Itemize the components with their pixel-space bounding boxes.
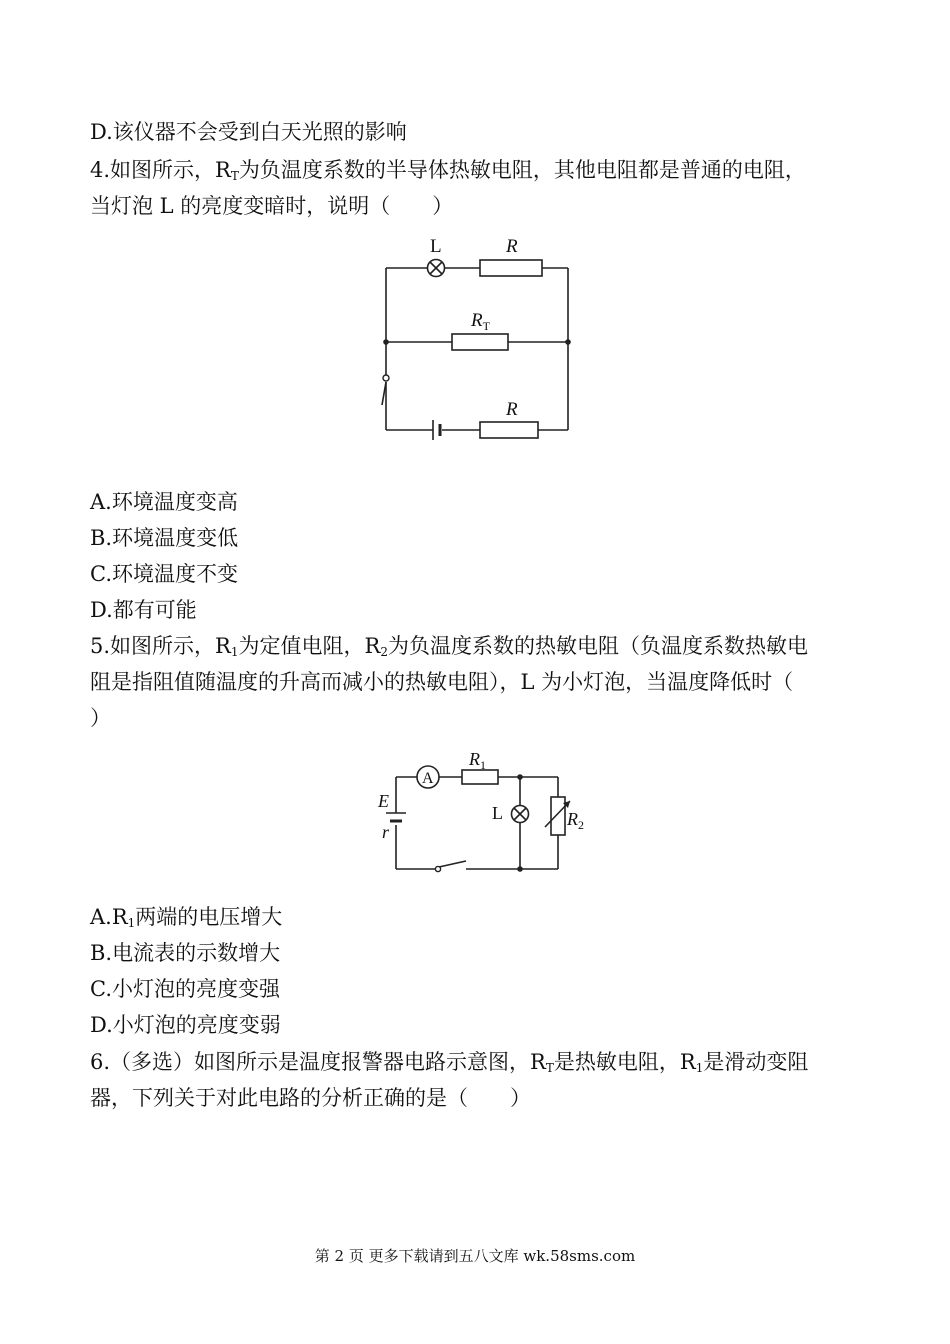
ammeter-symbol: [417, 766, 439, 788]
thermistor-rt: [452, 334, 508, 350]
lamp-symbol: [428, 260, 445, 277]
switch-terminal: [435, 866, 440, 871]
q4-stem-line1: 4.如图所示，$R_T$为负温度系数的半导体热敏电阻，其他电阻都是普通的电阻，: [90, 158, 806, 183]
q4-stem-line2: 当灯泡 L 的亮度变暗时，说明（ ）: [90, 194, 454, 218]
battery-symbol: [386, 813, 406, 821]
q5-circuit-diagram: [370, 745, 600, 885]
q5-option-b: B.电流表的示数增大: [90, 941, 281, 965]
rt-label: $R_T$: [471, 310, 490, 333]
emf-label: E: [378, 791, 389, 811]
resistor-r1: [462, 770, 498, 784]
switch-terminal: [383, 375, 389, 381]
q5-stem-line3: ）: [90, 706, 111, 730]
battery-symbol: [433, 420, 440, 440]
internal-resistance-label: r: [382, 822, 390, 842]
q5-option-d: D.小灯泡的亮度变弱: [90, 1013, 281, 1037]
ammeter-label: A: [422, 770, 434, 787]
page-footer: 第 2 页 更多下载请到五八文库 wk.58sms.com: [314, 1247, 636, 1265]
q4-option-c: C.环境温度不变: [90, 562, 238, 586]
r2-label: $R_2$: [567, 809, 584, 832]
q4-option-b: B.环境温度变低: [90, 526, 239, 550]
q6-stem-line1: 6.（多选）如图所示是温度报警器电路示意图，$R_T$是热敏电阻，$R_1$是滑动变阻: [90, 1050, 809, 1075]
junction-dot-right: [565, 339, 571, 345]
q4-circuit-diagram: [370, 230, 590, 450]
r-bottom-label: R: [506, 399, 518, 420]
q5-option-a: $A.R_1$两端的电压增大: [90, 905, 283, 930]
resistor-r-top: [480, 260, 542, 276]
q4-option-d: D.都有可能: [90, 598, 197, 622]
lamp-label: L: [492, 803, 503, 823]
q3-option-d: D.该仪器不会受到白天光照的影响: [90, 120, 407, 144]
q4-option-a: A.环境温度变高: [90, 490, 238, 514]
lamp-label: L: [430, 236, 442, 257]
q5-option-c: C.小灯泡的亮度变强: [90, 977, 280, 1001]
junction-dot-bottom: [517, 866, 523, 872]
resistor-r-bottom: [480, 422, 538, 438]
q6-stem-line2: 器，下列关于对此电路的分析正确的是（ ）: [90, 1086, 531, 1110]
r1-label: $R_1$: [469, 749, 486, 772]
lamp-symbol: [512, 806, 529, 823]
q5-stem-line1: 5.如图所示，$R_1$为定值电阻，$R_2$为负温度系数的热敏电阻（负温度系数热敏电: [90, 634, 808, 659]
q5-stem-line2: 阻是指阻值随温度的升高而减小的热敏电阻），L 为小灯泡，当温度降低时（: [90, 670, 794, 694]
r-top-label: R: [506, 236, 518, 257]
junction-dot-left: [383, 339, 389, 345]
junction-dot-top: [517, 774, 523, 780]
